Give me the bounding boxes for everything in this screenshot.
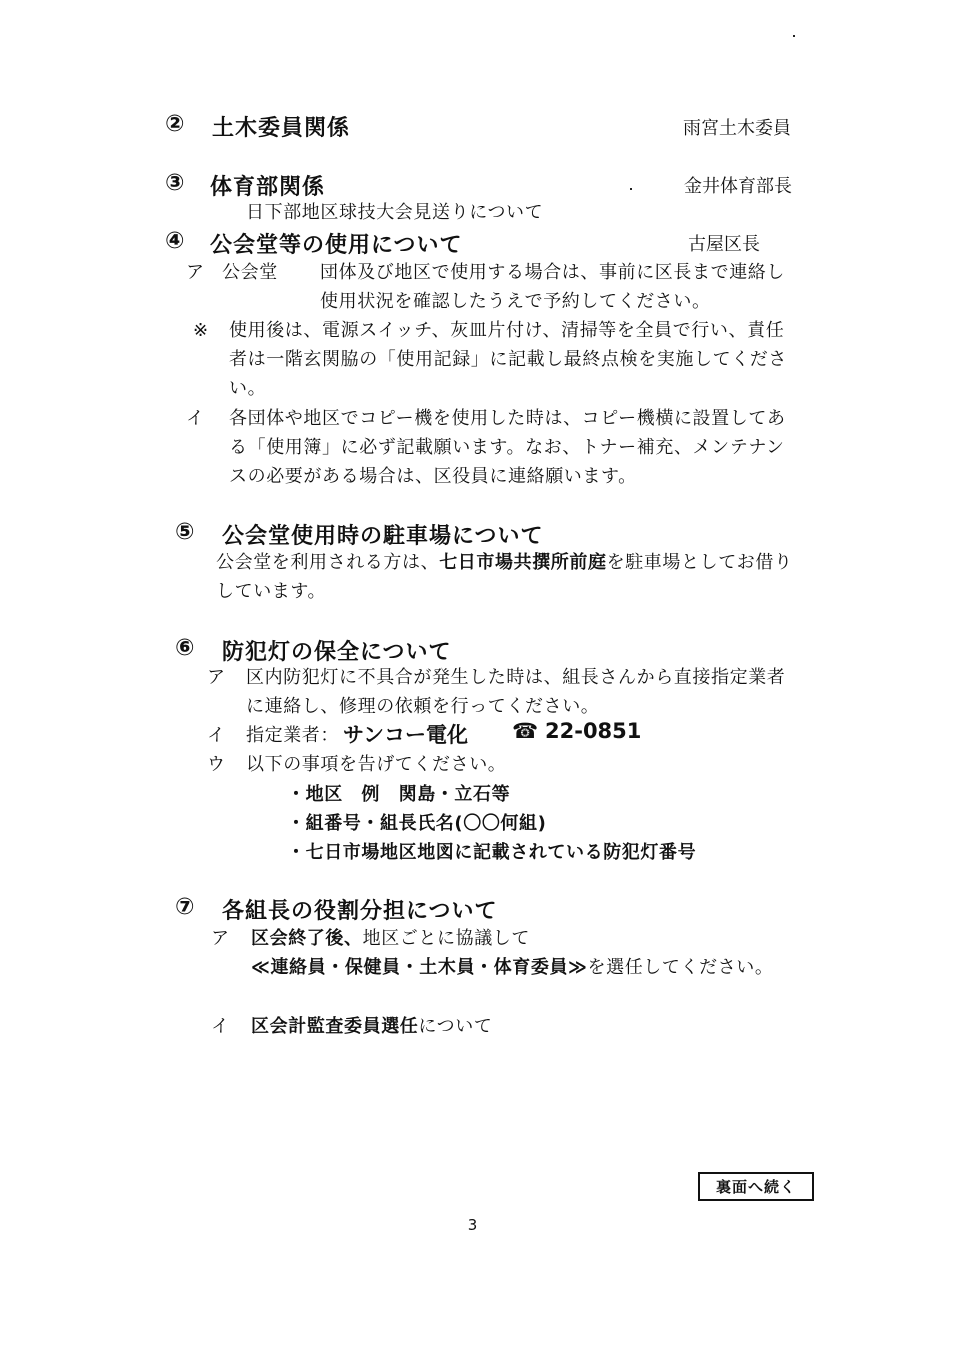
bullet-item: ・七日市場地区地図に記載されている防犯灯番号 [287, 842, 697, 863]
text-emphasis: 区会終了後、 [251, 928, 363, 949]
item-text: スの必要がある場合は、区役員に連絡願います。 [229, 466, 637, 487]
text-run: について [418, 1016, 493, 1037]
parking-location: 七日市場共撰所前庭 [439, 552, 607, 573]
scan-speck [630, 188, 632, 190]
section-title: 土木委員関係 [212, 116, 351, 141]
continue-on-back-label: 裏面へ続く [698, 1172, 814, 1201]
section-number: ③ [165, 170, 185, 196]
note-text: い。 [229, 378, 267, 399]
scan-speck [793, 35, 795, 37]
section-number: ④ [165, 228, 185, 254]
note-mark: ※ [193, 320, 209, 341]
section-text: しています。 [216, 581, 327, 602]
item-text [251, 953, 774, 982]
responsible-person: 雨宮土木委員 [683, 118, 791, 139]
item-text: 団体及び地区で使用する場合は、事前に区長まで連絡し [320, 262, 785, 283]
item-text: に連絡し、修理の依頼を行ってください。 [246, 696, 600, 717]
responsible-person: 古屋区長 [688, 234, 760, 255]
section-title: 公会堂使用時の駐車場について [222, 524, 544, 549]
text-run: 地区ごとに協議して [362, 928, 531, 949]
section-title: 体育部関係 [210, 175, 326, 200]
text-run: 公会堂を利用される方は、 [216, 552, 440, 573]
item-text: る「使用簿」に必ず記載願います。なお、トナー補充、メンテナン [229, 437, 785, 458]
item-mark: イ [211, 1016, 230, 1037]
responsible-person: 金井体育部長 [684, 176, 792, 197]
note-text: 使用後は、電源スイッチ、灰皿片付け、清掃等を全員で行い、責任 [229, 320, 785, 341]
item-mark: ア [186, 262, 205, 283]
item-mark: イ [207, 725, 226, 746]
section-number: ② [165, 111, 185, 137]
text-emphasis: 区会計監査委員選任 [251, 1016, 419, 1037]
section-text [216, 548, 793, 577]
item-text: 使用状況を確認したうえで予約してください。 [320, 291, 711, 312]
role-list: ≪連絡員・保健員・土木員・体育委員≫ [251, 957, 588, 978]
text-run: を駐車場としてお借り [606, 552, 793, 573]
item-text: 以下の事項を告げてください。 [246, 754, 507, 775]
item-mark: ウ [207, 754, 226, 775]
page-number: 3 [467, 1216, 478, 1234]
text-run: を選任してください。 [587, 957, 774, 978]
item-mark: イ [186, 408, 205, 429]
section-title: 公会堂等の使用について [210, 233, 463, 258]
section-title: 各組長の役割分担について [222, 899, 498, 924]
item-text: 区内防犯灯に不具合が発生した時は、組長さんから直接指定業者 [246, 667, 786, 688]
item-text: 各団体や地区でコピー機を使用した時は、コピー機横に設置してあ [229, 408, 786, 429]
section-number: ⑥ [175, 635, 195, 661]
note-text: 者は一階玄関脇の「使用記録」に記載し最終点検を実施してくださ [229, 349, 787, 370]
bullet-item: ・地区 例 関島・立石等 [287, 784, 511, 805]
item-text [251, 924, 530, 953]
phone-icon: ☎ [512, 719, 539, 743]
company-name: サンコー電化 [343, 723, 468, 747]
item-mark: ア [211, 928, 230, 949]
section-note: 日下部地区球技大会見送りについて [246, 202, 544, 223]
phone-number: 22-0851 [545, 719, 642, 743]
section-number: ⑦ [175, 894, 195, 920]
item-label: 指定業者： [246, 725, 339, 746]
section-number: ⑤ [175, 519, 195, 545]
item-text [251, 1012, 492, 1041]
bullet-item: ・組番号・組長氏名(〇〇何組) [287, 813, 547, 834]
item-label: 公会堂 [222, 262, 278, 283]
item-mark: ア [207, 667, 226, 688]
section-title: 防犯灯の保全について [222, 640, 452, 665]
